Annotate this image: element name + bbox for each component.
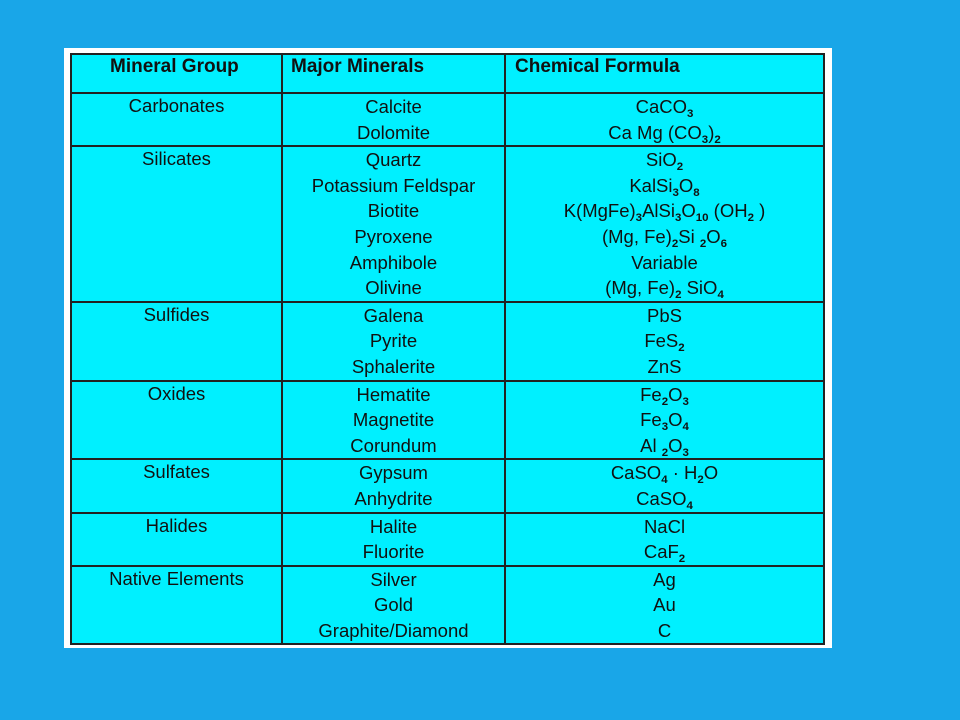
table-row	[71, 459, 824, 512]
formula-subscript: 2	[678, 342, 685, 355]
formula-text: O	[668, 383, 683, 405]
formula-subscript: 2	[714, 133, 721, 146]
formula-text: Fe	[640, 383, 662, 405]
formula-subscript: 2	[697, 474, 704, 487]
formula-subscript: 2	[675, 289, 682, 302]
formula-text: (OH	[708, 200, 748, 222]
mineral-name: Hematite	[356, 383, 431, 405]
table-row	[71, 93, 824, 146]
header-row	[71, 54, 824, 93]
mineral-name: Olivine	[365, 277, 422, 299]
formula-text: SiO	[645, 149, 677, 171]
chemical-formula-cell	[505, 302, 824, 381]
formula-subscript: 3	[682, 446, 689, 459]
formula-text: ZnS	[647, 355, 682, 377]
formula-subscript: 4	[682, 421, 689, 434]
formula-subscript: 2	[747, 212, 754, 225]
major-minerals-cell	[282, 513, 505, 566]
mineral-name: Gold	[373, 594, 414, 616]
mineral-name: Pyroxene	[354, 225, 433, 247]
header-chemical-formula: Chemical Formula	[505, 54, 824, 93]
table-row	[71, 302, 824, 381]
mineral-name: Galena	[363, 304, 424, 326]
chemical-formula	[506, 275, 823, 301]
formula-text: SiO	[681, 277, 718, 299]
formula-subscript: 3	[674, 212, 682, 225]
formula-text: · H	[667, 462, 698, 484]
chemical-formula	[506, 407, 823, 433]
mineral-group-cell: Oxides	[71, 381, 282, 460]
formula-subscript: 3	[687, 108, 694, 120]
chemical-formula	[506, 250, 823, 276]
mineral-name: Calcite	[365, 96, 422, 117]
formula-text: KalSi	[629, 174, 673, 196]
formula-text: O	[703, 462, 719, 484]
table-row	[71, 566, 824, 645]
chemical-formula	[506, 173, 823, 199]
mineral-name: Anhydrite	[354, 487, 433, 509]
formula-text: Fe	[640, 409, 662, 431]
major-minerals-cell	[282, 566, 505, 645]
chemical-formula-cell	[505, 146, 824, 302]
formula-subscript: 3	[635, 212, 643, 225]
chemical-formula	[506, 539, 823, 565]
formula-subscript: 2	[661, 395, 669, 408]
chemical-formula	[506, 382, 823, 408]
chemical-formula	[506, 514, 823, 540]
mineral-name: Gypsum	[359, 462, 428, 484]
mineral-name: Quartz	[365, 149, 422, 171]
chemical-formula	[506, 120, 823, 146]
header-major-minerals: Major Minerals	[282, 54, 505, 93]
formula-subscript: 3	[682, 395, 689, 408]
chemical-formula-cell	[505, 566, 824, 645]
mineral-name: Magnetite	[352, 409, 435, 431]
formula-text: NaCl	[643, 515, 686, 537]
mineral-group-cell: Carbonates	[71, 93, 282, 146]
formula-text: O	[681, 200, 696, 222]
formula-text: O	[678, 174, 694, 196]
slide-frame	[64, 48, 832, 648]
mineral-name: Sphalerite	[351, 355, 436, 377]
mineral-table	[70, 53, 825, 645]
formula-text: C	[657, 619, 672, 641]
chemical-formula	[506, 147, 823, 173]
formula-text: O	[668, 434, 683, 456]
chemical-formula-cell	[505, 513, 824, 566]
formula-text: )	[708, 121, 715, 143]
mineral-group-cell: Sulfates	[71, 459, 282, 512]
formula-text: Au	[653, 594, 676, 616]
mineral-name: Dolomite	[357, 121, 430, 143]
mineral-name: Halite	[369, 515, 418, 537]
major-minerals-cell	[282, 302, 505, 381]
chemical-formula	[506, 224, 823, 250]
formula-text: Ag	[653, 568, 676, 590]
formula-subscript: 2	[671, 237, 679, 250]
formula-subscript: 3	[672, 186, 679, 199]
formula-subscript: 10	[695, 212, 709, 225]
chemical-formula	[506, 486, 823, 512]
mineral-name: Silver	[370, 568, 417, 590]
chemical-formula	[506, 460, 823, 486]
header-mineral-group: Mineral Group	[71, 54, 282, 93]
formula-text: CaCO	[635, 96, 687, 117]
major-minerals-cell	[282, 381, 505, 460]
chemical-formula	[506, 303, 823, 329]
table-row	[71, 146, 824, 302]
chemical-formula	[506, 94, 823, 120]
formula-text: )	[753, 200, 766, 222]
chemical-formula-cell	[505, 459, 824, 512]
major-minerals-cell	[282, 146, 505, 302]
formula-subscript: 6	[720, 237, 728, 250]
chemical-formula	[506, 354, 823, 380]
chemical-formula	[506, 433, 823, 459]
formula-text: K(MgFe)	[563, 200, 636, 222]
formula-subscript: 8	[693, 186, 700, 199]
table-row	[71, 381, 824, 460]
formula-text: O	[668, 409, 683, 431]
formula-subscript: 3	[701, 133, 709, 146]
mineral-name: Graphite/Diamond	[318, 619, 469, 641]
formula-subscript: 4	[661, 474, 668, 487]
chemical-formula	[506, 328, 823, 354]
formula-text: FeS	[644, 330, 679, 352]
formula-text: AlSi	[642, 200, 675, 222]
mineral-group-cell: Halides	[71, 513, 282, 566]
formula-subscript: 4	[686, 499, 693, 512]
formula-text: Al	[640, 434, 662, 456]
formula-text: CaSO	[636, 487, 687, 509]
formula-text: O	[706, 225, 721, 247]
formula-text: Si	[678, 225, 700, 247]
table-row	[71, 513, 824, 566]
chemical-formula	[506, 198, 823, 224]
chemical-formula	[506, 567, 823, 593]
formula-text: Ca Mg (CO	[608, 121, 702, 143]
formula-text: PbS	[647, 304, 682, 326]
formula-text: (Mg, Fe)	[605, 277, 676, 299]
chemical-formula	[506, 618, 823, 644]
mineral-name: Amphibole	[349, 251, 438, 273]
formula-subscript: 4	[717, 289, 724, 302]
chemical-formula	[506, 592, 823, 618]
chemical-formula-cell	[505, 93, 824, 146]
formula-text: CaSO	[610, 462, 662, 484]
formula-subscript: 2	[678, 553, 686, 566]
mineral-name: Fluorite	[362, 541, 425, 563]
mineral-name: Pyrite	[369, 330, 418, 352]
major-minerals-cell	[282, 93, 505, 146]
chemical-formula-cell	[505, 381, 824, 460]
formula-text: (Mg, Fe)	[601, 225, 672, 247]
formula-subscript: 3	[661, 421, 669, 434]
mineral-group-cell: Sulfides	[71, 302, 282, 381]
mineral-name: Corundum	[350, 434, 437, 456]
mineral-group-cell: Silicates	[71, 146, 282, 302]
formula-subscript: 2	[661, 446, 669, 459]
mineral-group-cell: Native Elements	[71, 566, 282, 645]
mineral-name: Potassium Feldspar	[311, 174, 476, 196]
mineral-name: Biotite	[367, 200, 420, 222]
formula-subscript: 2	[699, 237, 707, 250]
formula-text: Variable	[631, 251, 698, 273]
formula-text: CaF	[643, 541, 679, 563]
formula-subscript: 2	[676, 161, 684, 174]
major-minerals-cell	[282, 459, 505, 512]
